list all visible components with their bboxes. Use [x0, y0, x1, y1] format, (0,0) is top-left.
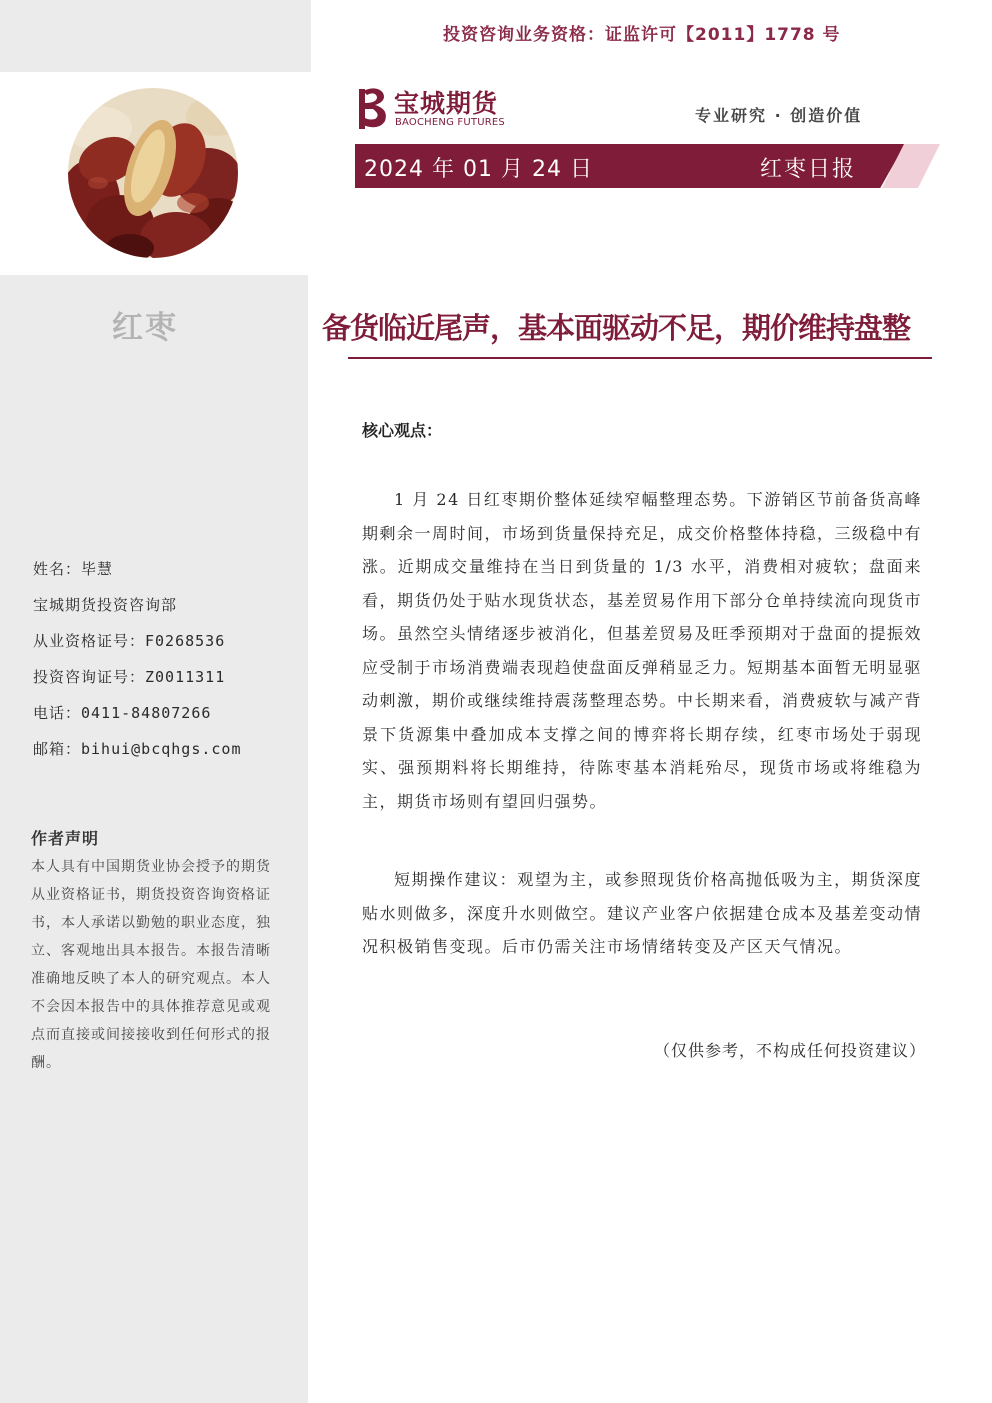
declaration-body: 本人具有中国期货业协会授予的期货从业资格证书，期货投资咨询资格证书，本人承诺以勤勉的职业态度，独立、客观地出具本报告。本报告清晰准确地反映了本人的研究观点。本人不会因本报告中的具体推荐意见或观点而直接或间接接收到任何形式的报酬。 [31, 859, 271, 1071]
logo-english-name: BAOCHENG FUTURES [395, 117, 505, 128]
company-slogan: 专业研究 · 创造价值 [695, 106, 863, 125]
report-type: 红枣日报 [760, 157, 857, 182]
sidebar-top-panel [0, 0, 311, 72]
author-advisory-id: 投资咨询证号：Z0011311 [33, 668, 226, 686]
author-phone: 电话：0411-84807266 [33, 704, 212, 722]
jujube-photo [68, 88, 238, 258]
author-info [33, 558, 283, 774]
trading-advice-paragraph: 短期操作建议：观望为主，或参照现货价格高抛低吸为主，期货深度贴水则做多，深度升水则做空。建议产业客户依据建仓成本及基差变动情况积极销售变现。后市仍需关注市场情绪转变及产区天气情况。 [362, 870, 923, 956]
author-email[interactable]: 邮箱：bihui@bcqhgs.com [33, 740, 242, 758]
headline-divider [348, 357, 932, 359]
declaration-title: 作者声明 [31, 829, 100, 848]
author-qualification-id: 从业资格证号：F0268536 [33, 632, 226, 650]
analysis-paragraph: 1 月 24 日红枣期价整体延续窄幅整理态势。下游销区节前备货高峰期剩余一周时间，市场到货量保持充足，成交价格整体持稳，三级稳中有涨。近期成交量维持在当日到货量的 1/3 水平，消费相对疲软；盘面来看，期货仍处于贴水现货状态，基差贸易作用下部分仓单持续流向现货市场。虽然空头情绪逐步被消化，但基差贸易及旺季预期对于盘面的提振效应受制于市场消费端表现趋使盘面反弹稍显乏力。短期基本面暂无明显驱动刺激，期价或继续维持震荡整理态势。中长期来看，消费疲软与减产背景下货源集中叠加成本支撑之间的博弈将长期存续，红枣市场处于弱现实、强预期料将长期维持，待陈枣基本消耗殆尽，现货市场或将维稳为主，期货市场则有望回归强势。 [362, 490, 923, 811]
logo-mark-icon [355, 85, 391, 131]
author-declaration [31, 826, 281, 1077]
disclaimer: （仅供参考，不构成任何投资建议） [653, 1041, 926, 1060]
author-name: 姓名：毕慧 [33, 560, 114, 578]
report-headline: 备货临近尾声，基本面驱动不足，期价维持盘整 [322, 311, 911, 345]
report-date: 2024 年 01 月 24 日 [364, 157, 593, 182]
commodity-category: 红枣 [112, 310, 178, 346]
author-department: 宝城期货投资咨询部 [33, 596, 178, 614]
license-statement: 投资咨询业务资格：证监许可【2011】1778 号 [443, 25, 841, 45]
company-logo [355, 84, 525, 132]
banner-stripe-decoration [860, 144, 950, 188]
core-view-heading: 核心观点： [362, 421, 443, 440]
logo-chinese-name: 宝城期货 [394, 89, 499, 118]
